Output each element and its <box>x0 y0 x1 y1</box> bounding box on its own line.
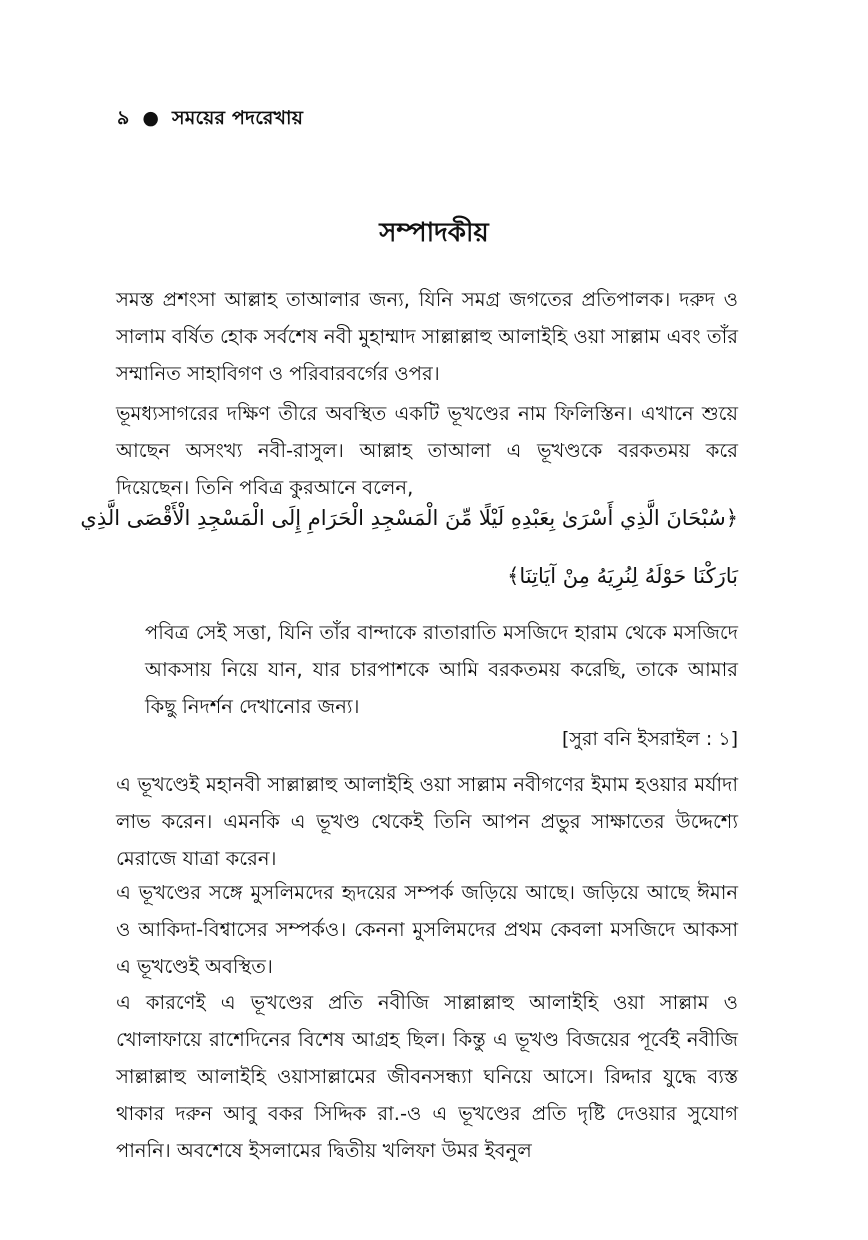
paragraph-palestine: ভূমধ্যসাগরের দক্ষিণ তীরে অবস্থিত একটি ভূখণ্ডের নাম ফিলিস্তিন। এখানে শুয়ে আছেন অসংখ্য নবী-রাসুল। আল্লাহ তাআলা এ ভূখণ্ডকে বরকতময় করে দিয়েছেন। তিনি পবিত্র কুরআনে বলেন, <box>116 402 738 499</box>
paragraph-qibla: এ ভূখণ্ডের সঙ্গে মুসলিমদের হৃদয়ের সম্পর্ক জড়িয়ে আছে। জড়িয়ে আছে ঈমান ও আকিদা-বিশ্বাসের সম্পর্কও। কেননা মুসলিমদের প্রথম কেবলা মসজিদে আকসা এ ভূখণ্ডেই অবস্থিত। <box>116 881 738 978</box>
quran-verse-line-1: ﴿سُبْحَانَ الَّذِي أَسْرَىٰ بِعَبْدِهِ لَيْلًا مِّنَ الْمَسْجِدِ الْحَرَامِ إِلَى الْمَسْجِدِ الْأَقْصَى الَّذِي <box>80 506 738 530</box>
page-number: ৯ <box>117 107 130 129</box>
book-title: সময়ের পদরেখায় <box>171 107 304 129</box>
paragraph-history: এ কারণেই এ ভূখণ্ডের প্রতি নবীজি সাল্লাল্লাহু আলাইহি ওয়া সাল্লাম ও খোলাফায়ে রাশেদিনের বিশেষ আগ্রহ ছিল। কিন্তু এ ভূখণ্ড বিজয়ের পূর্বেই নবীজি সাল্লাল্লাহু আলাইহি ওয়াসাল্লামের জীবনসন্ধ্যা ঘনিয়ে আসে। রিদ্দার যুদ্ধে ব্যস্ত থাকার দরুন আবু বকর সিদ্দিক রা.-ও এ ভূখণ্ডের প্রতি দৃষ্টি দেওয়ার সুযোগ পাননি। অবশেষে ইসলামের দ্বিতীয় খলিফা উমর ইবনুল <box>116 991 738 1162</box>
verse-reference: [সুরা বনি ইসরাইল : ১] <box>561 728 738 750</box>
running-header <box>117 104 303 136</box>
section-title: সম্পাদকীয় <box>379 218 489 248</box>
bullet-separator: ● <box>142 107 160 129</box>
verse-translation: পবিত্র সেই সত্তা, যিনি তাঁর বান্দাকে রাতারাতি মসজিদে হারাম থেকে মসজিদে আকসায় নিয়ে যান, যার চারপাশকে আমি বরকতময় করেছি, তাকে আমার কিছু নিদর্শন দেখানোর জন্য। <box>145 621 738 718</box>
paragraph-miraj: এ ভূখণ্ডেই মহানবী সাল্লাল্লাহু আলাইহি ওয়া সাল্লাম নবীগণের ইমাম হওয়ার মর্যাদা লাভ করেন। এমনকি এ ভূখণ্ড থেকেই তিনি আপন প্রভুর সাক্ষাতের উদ্দেশ্যে মেরাজে যাত্রা করেন। <box>116 773 738 870</box>
quran-verse-line-2: بَارَكْنَا حَوْلَهُ لِنُرِيَهُ مِنْ آيَاتِنَا﴾ <box>507 564 738 588</box>
paragraph-opening: সমস্ত প্রশংসা আল্লাহ তাআলার জন্য, যিনি সমগ্র জগতের প্রতিপালক। দরুদ ও সালাম বর্ষিত হোক সর্বশেষ নবী মুহাম্মাদ সাল্লাল্লাহু আলাইহি ওয়া সাল্লাম এবং তাঁর সম্মানিত সাহাবিগণ ও পরিবারবর্গের ওপর। <box>116 288 738 385</box>
